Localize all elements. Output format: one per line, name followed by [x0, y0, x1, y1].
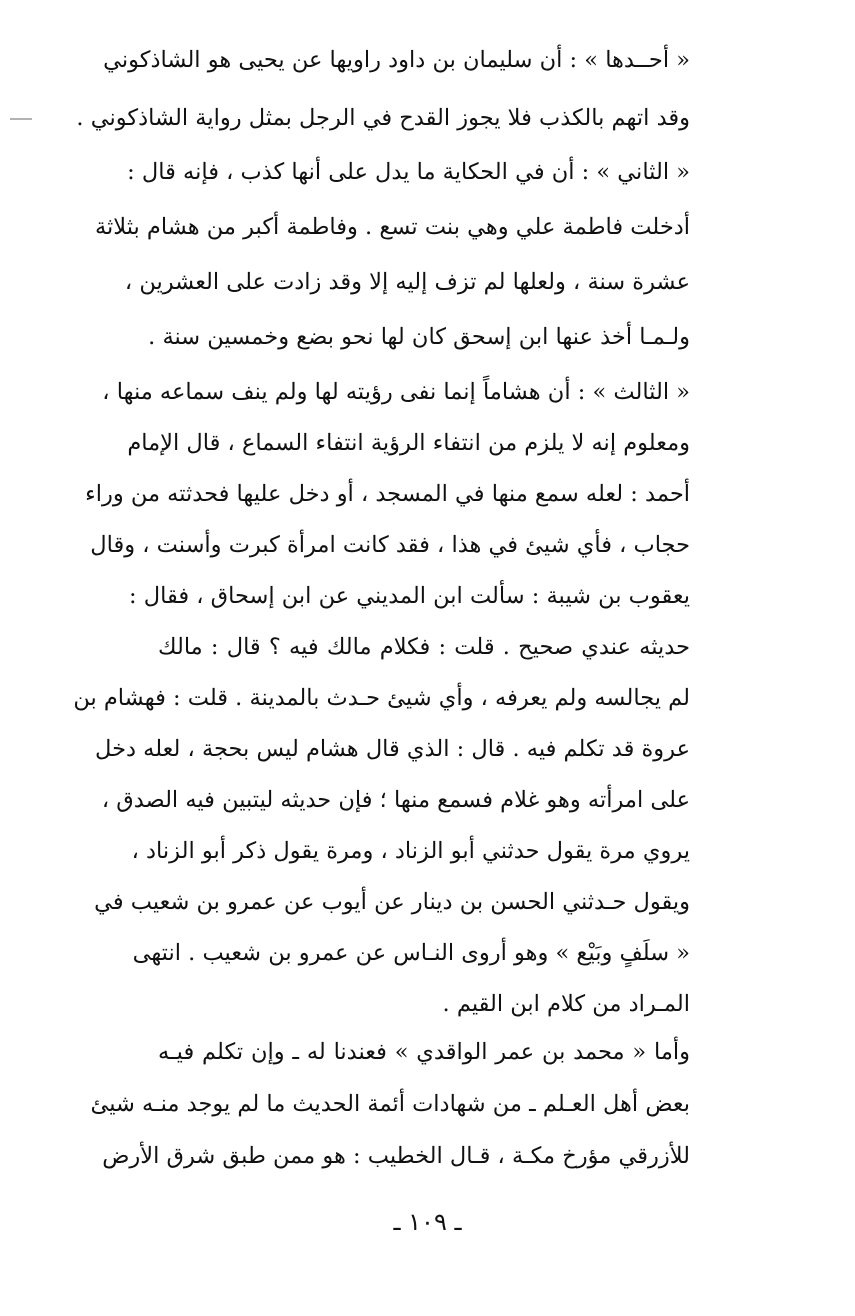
paragraph-4	[90, 1036, 690, 1172]
text-line: « أحــدها » : أن سليمان بن داود راويها عن يحيى هو الشاذكوني	[103, 47, 690, 73]
text-line: وأما « محمد بن عمر الواقدي » فعندنا له ـ وإن تكلم فيـه	[158, 1039, 690, 1065]
text-line: حجاب ، فأي شيئ في هذا ، فقد كانت امرأة كبرت وأسنت ، وقال	[90, 532, 690, 558]
page-number: ـ ١٠٩ ـ	[393, 1208, 462, 1236]
text-line: على امرأته وهو غلام فسمع منها ؛ فإن حديثه ليتبين فيه الصدق ،	[101, 787, 690, 813]
text-line: بعض أهل العـلم ـ من شهادات أئمة الحديث ما لم يوجد منـه شيئ	[90, 1091, 690, 1117]
text-line: عروة قد تكلم فيه . قال : الذي قال هشام ليس بحجة ، لعله دخل	[95, 736, 690, 762]
text-line: لم يجالسه ولم يعرفه ، وأي شيئ حـدث بالمدينة . قلت : فهشام بن	[73, 685, 690, 711]
text-line: أحمد : لعله سمع منها في المسجد ، أو دخل عليها فحدثته من وراء	[85, 481, 690, 507]
paragraph-2	[94, 156, 690, 353]
text-line: يعقوب بن شيبة : سألت ابن المديني عن ابن إسحاق ، فقال :	[129, 583, 690, 609]
paragraph-3	[73, 376, 690, 1020]
text-line: ويقول حـدثني الحسن بن دينار عن أيوب عن عمرو بن شعيب في	[94, 889, 690, 915]
text-line: « الثالث » : أن هشاماً إنما نفى رؤيته لها ولم ينف سماعه منها ،	[102, 379, 690, 405]
text-line: وقد اتهم بالكذب فلا يجوز القدح في الرجل بمثل رواية الشاذكوني .	[76, 105, 690, 131]
margin-mark	[10, 118, 32, 120]
text-line: يروي مرة يقول حدثني أبو الزناد ، ومرة يقول ذكر أبو الزناد ،	[131, 838, 690, 864]
text-line: عشرة سنة ، ولعلها لم تزف إليه إلا وقد زادت على العشرين ،	[124, 269, 690, 295]
paragraph-1	[76, 44, 690, 134]
text-line: ولـمـا أخذ عنها ابن إسحق كان لها نحو بضع وخمسين سنة .	[148, 324, 690, 350]
text-line: المـراد من كلام ابن القيم .	[442, 991, 690, 1017]
text-line: أدخلت فاطمة علي وهي بنت تسع . وفاطمة أكبر من هشام بثلاثة	[94, 214, 690, 240]
text-line: « الثاني » : أن في الحكاية ما يدل على أنها كذب ، فإنه قال :	[127, 159, 690, 185]
text-line: حديثه عندي صحيح . قلت : فكلام مالك فيه ؟ قال : مالك	[158, 634, 690, 660]
text-line: « سلَفٍ وبَيْع » وهو أروى النـاس عن عمرو بن شعيب . انتهى	[132, 940, 690, 966]
text-line: ومعلوم إنه لا يلزم من انتفاء الرؤية انتفاء السماع ، قال الإمام	[127, 430, 690, 456]
text-line: للأزرقي مؤرخ مكـة ، قـال الخطيب : هو ممن طبق شرق الأرض	[102, 1143, 690, 1169]
